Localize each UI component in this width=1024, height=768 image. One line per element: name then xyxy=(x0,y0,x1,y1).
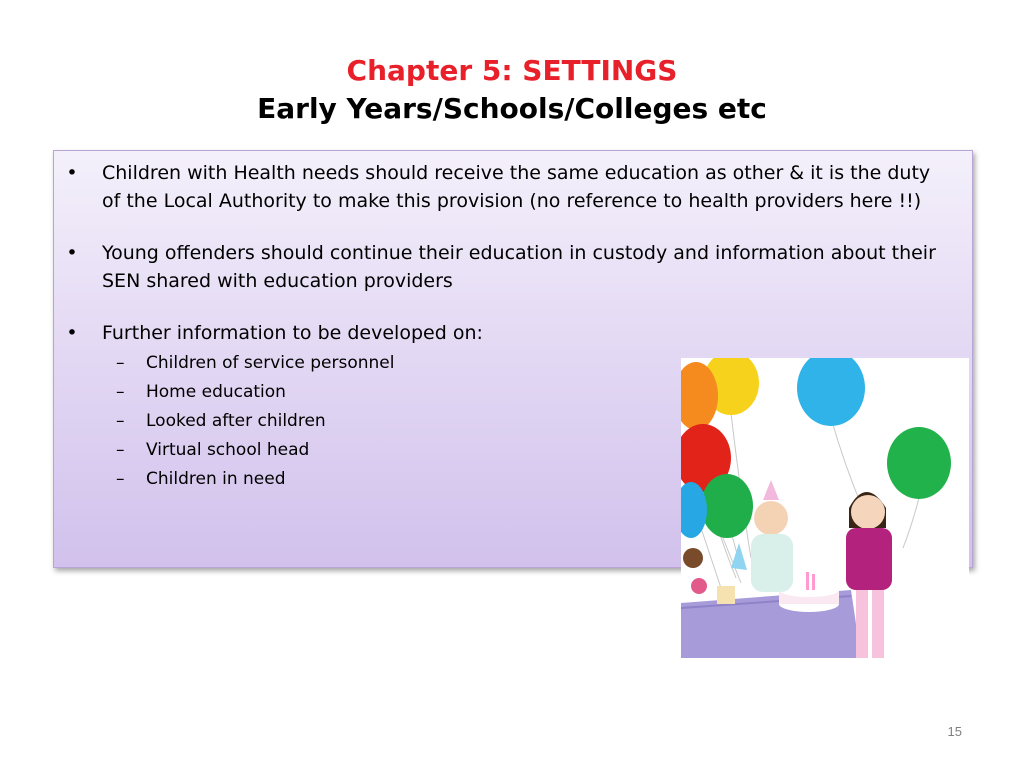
bullet-item xyxy=(54,239,954,295)
bullet-marker: • xyxy=(66,242,78,264)
title-chapter: Chapter 5: SETTINGS xyxy=(346,54,678,87)
party-photo-icon xyxy=(681,358,969,658)
dash-marker: – xyxy=(116,353,125,373)
bullet-text: Children with Health needs should receive the same education as other & it is the duty of the Local Authority to make this provision (no reference to health providers here !!) xyxy=(102,162,931,212)
title-subtitle: Early Years/Schools/Colleges etc xyxy=(257,92,767,125)
sub-bullet-text: Home education xyxy=(146,382,286,402)
dash-marker: – xyxy=(116,382,125,402)
sub-bullet-text: Virtual school head xyxy=(146,440,310,460)
bullet-text: Further information to be developed on: xyxy=(102,322,483,344)
sub-bullet-text: Children in need xyxy=(146,469,286,489)
bullet-text: Young offenders should continue their education in custody and information about their SEN shared with education providers xyxy=(102,242,936,292)
bullet-marker: • xyxy=(66,162,78,184)
dash-marker: – xyxy=(116,440,125,460)
bullet-item xyxy=(54,159,954,215)
dash-marker: – xyxy=(116,411,125,431)
sub-bullet-text: Looked after children xyxy=(146,411,326,431)
slide-title xyxy=(0,52,1024,128)
bullet-marker: • xyxy=(66,322,78,344)
sub-bullet-text: Children of service personnel xyxy=(146,353,395,373)
page-number: 15 xyxy=(947,724,962,739)
dash-marker: – xyxy=(116,469,125,489)
